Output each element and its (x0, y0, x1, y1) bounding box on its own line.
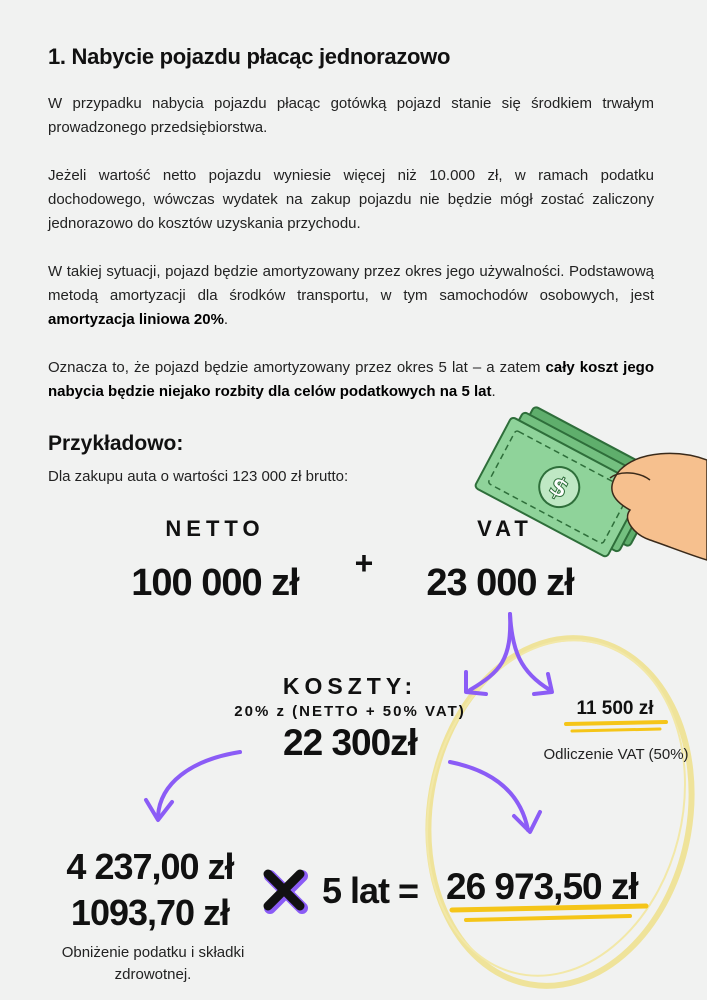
arrows-from-costs (146, 752, 540, 832)
bold-five-years: cały koszt jego nabycia będzie niejako rozbity dla celów podatkowych na 5 lat (48, 359, 654, 400)
costs-formula: 20% z (NETTO + 50% VAT) (234, 703, 466, 720)
example-heading: Przykładowo: (48, 432, 184, 455)
example-intro: Dla zakupu auta o wartości 123 000 zł brutto: (48, 468, 349, 485)
paragraph-net-value: Jeżeli wartość netto pojazdu wyniesie więcej niż 10.000 zł, w ramach podatku dochodowego, wówczas wydatek na zakup pojazdu nie będzie mógł zostać zaliczony jednorazowo do kosztów uzyskania przychodu. (48, 167, 654, 232)
arrows-from-vat (466, 614, 552, 694)
netto-label: NETTO (165, 516, 265, 541)
multiply-icon (268, 874, 302, 908)
tax-reduction-value: 4 237,00 zł (66, 846, 234, 887)
vat-label: VAT (477, 516, 533, 541)
page-title: 1. Nabycie pojazdu płacąc jednorazowo (48, 44, 451, 69)
vat-value: 23 000 zł (426, 562, 574, 604)
svg-text:$: $ (543, 470, 574, 506)
total-value: 26 973,50 zł (446, 866, 638, 907)
plus-sign: + (354, 545, 374, 581)
paragraph-cash-purchase: W przypadku nabycia pojazdu płacąc gotówką pojazd stanie się środkiem trwałym prowadzonego przedsiębiorstwa. (48, 95, 654, 136)
bold-linear-amortization: amortyzacja liniowa 20% (48, 311, 224, 328)
costs-value: 22 300zł (283, 722, 417, 763)
result-caption: Obniżenie podatku i składki zdrowotnej. (61, 944, 245, 983)
netto-value: 100 000 zł (131, 562, 299, 604)
health-contribution-value: 1093,70 zł (70, 892, 230, 933)
paragraph-amortization: W takiej sytuacji, pojazd będzie amortyzowany przez okres jego używalności. Podstawową metodą amortyzacji dla środków transportu, w tym samochodów osobowych, jest amortyzacja liniowa 20%. (48, 263, 654, 328)
multiplier: 5 lat = (322, 870, 419, 911)
paragraph-five-years: Oznacza to, że pojazd będzie amortyzowany przez okres 5 lat – a zatem cały koszt jego nabycia będzie niejako rozbity dla celów podatkowych na 5 lat. (48, 359, 654, 400)
vat-deduction-label: Odliczenie VAT (50%) (543, 746, 689, 763)
costs-label: KOSZTY: (282, 673, 418, 699)
vat-deduction-value: 11 500 zł (576, 698, 654, 719)
